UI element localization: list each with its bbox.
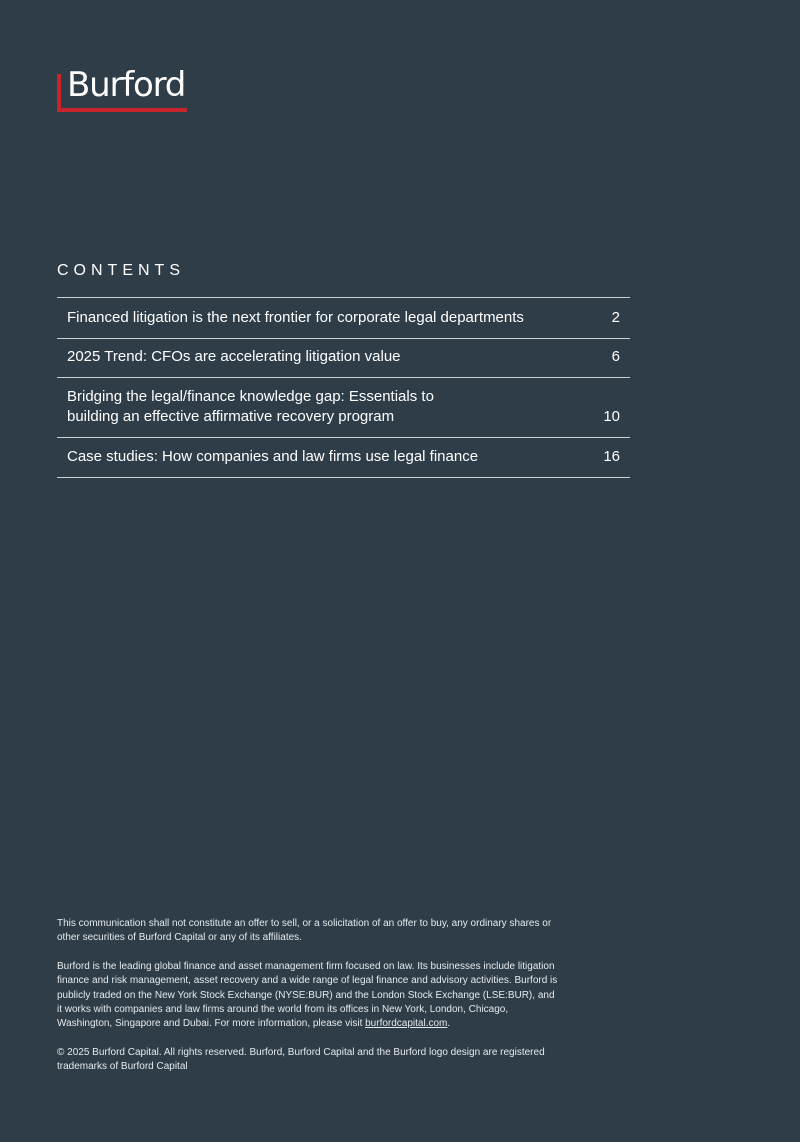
toc-item[interactable] (57, 339, 630, 378)
toc-item-title: Bridging the legal/finance knowledge gap: Essentials to building an effective affirmative recovery program (67, 388, 434, 425)
toc-item[interactable] (57, 298, 630, 339)
table-of-contents (57, 297, 630, 478)
toc-item-title: Financed litigation is the next frontier for corporate legal departments (67, 309, 524, 326)
toc-item-page: 10 (603, 408, 620, 425)
contents-heading: CONTENTS (57, 262, 185, 279)
toc-item-title: Case studies: How companies and law firms use legal finance (67, 448, 479, 465)
footer-legal (57, 917, 562, 1089)
toc-item[interactable] (57, 438, 630, 478)
website-link[interactable]: burfordcapital.com (365, 1018, 448, 1030)
copyright-text: © 2025 Burford Capital. All rights reserved. Burford, Burford Capital and the Burford logo design are registered trademarks of Burford Capital (57, 1046, 545, 1073)
toc-item[interactable] (57, 378, 630, 438)
toc-item-title: 2025 Trend: CFOs are accelerating litigation value (67, 348, 401, 365)
about-paragraph (57, 960, 562, 1032)
about-text: Burford is the leading global finance and asset management firm focused on law. Its businesses include litigation finance and risk management, asset recovery and a wide range of legal finance and advisory activities. Burford is publicly traded on the New York Stock Exchange (NYSE:BUR) and the London Stock Exchange (LSE:BUR), and it works with companies and law firms around the world from its offices in New York, London, Chicago, Washington, Singapore and Dubai. For more information, please visit (57, 960, 558, 1030)
toc-item-page: 16 (603, 448, 620, 465)
about-end: . (447, 1018, 451, 1030)
toc-item-page: 2 (611, 309, 620, 326)
logo-accent-horizontal (57, 108, 187, 112)
logo-text: Burford (67, 65, 186, 105)
burford-logo (57, 65, 197, 116)
disclaimer-text: This communication shall not constitute an offer to sell, or a solicitation of an offer to buy, any ordinary shares or other securities of Burford Capital or any of its affiliates. (57, 918, 552, 944)
toc-item-page: 6 (611, 348, 620, 365)
logo-accent-vertical (57, 74, 61, 112)
